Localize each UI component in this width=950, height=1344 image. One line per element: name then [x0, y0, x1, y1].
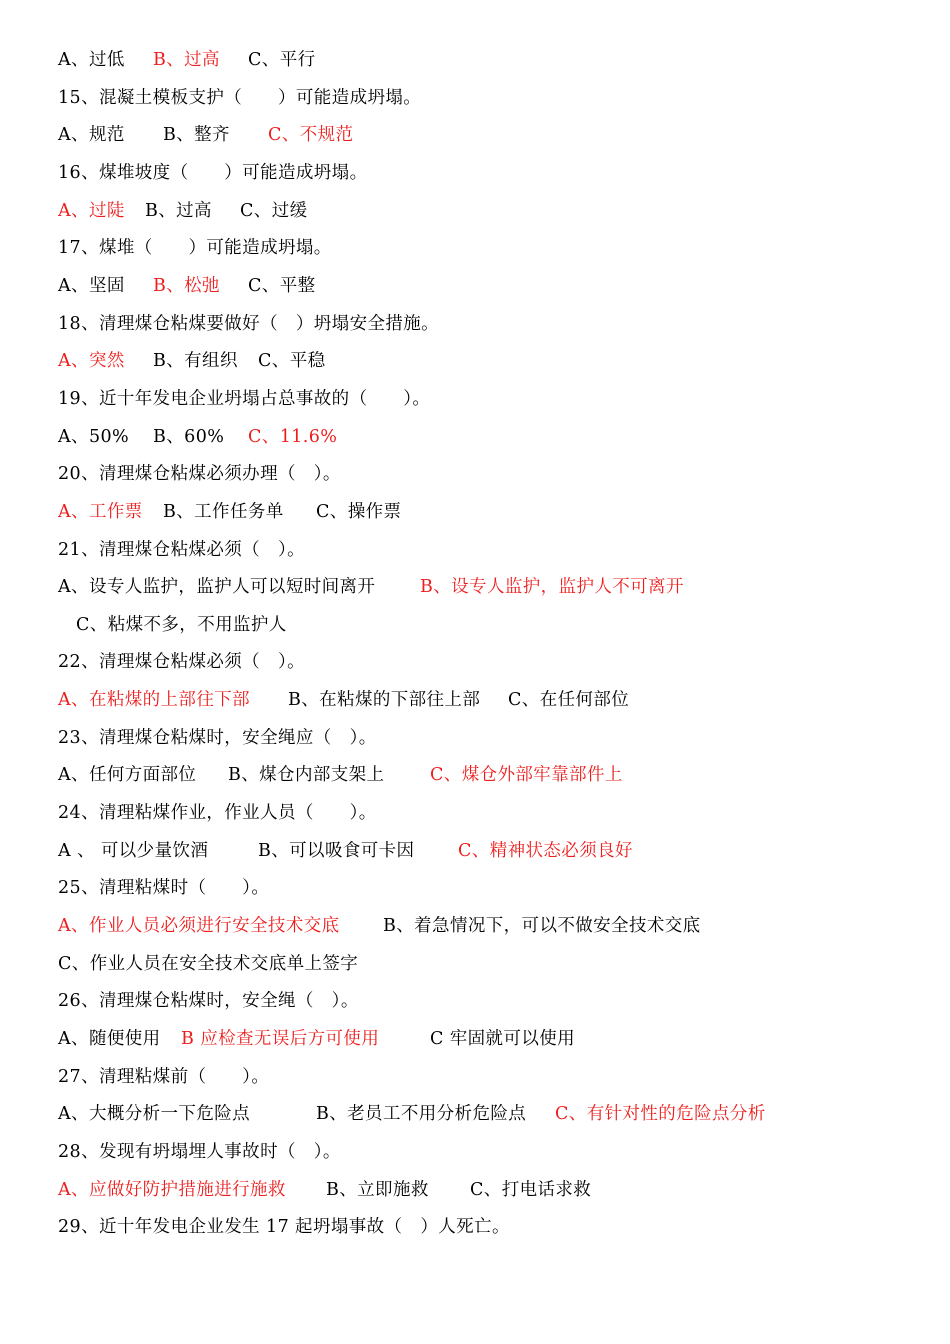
option: B、可以吸食可卡因	[258, 840, 415, 861]
answer-option: A、突然	[58, 351, 125, 372]
option: B、工作任务单	[163, 501, 284, 522]
option: A、随便使用	[58, 1028, 161, 1049]
option: C、平行	[248, 50, 316, 70]
option: C、打电话求救	[470, 1179, 592, 1200]
question-text: 24、清理粘煤作业，作业人员（ ）。	[58, 803, 377, 823]
option: A、设专人监护，监护人可以短时间离开	[58, 577, 376, 598]
answer-option: C、不规范	[268, 125, 354, 146]
option: A、大概分析一下危险点	[58, 1104, 251, 1125]
question-text: 22、清理煤仓粘煤必须（ ）。	[58, 652, 306, 673]
question-text: 27、清理粘煤前（ ）。	[58, 1066, 270, 1087]
option: C、过缓	[240, 200, 308, 221]
question-text: 19、近十年发电企业坍塌占总事故的（ ）。	[58, 388, 431, 409]
option: B、立即施救	[326, 1179, 429, 1200]
answer-option: A、应做好防护措施进行施救	[58, 1179, 286, 1200]
question-text: 23、清理煤仓粘煤时，安全绳应（ ）。	[58, 727, 377, 748]
answer-option: A、作业人员必须进行安全技术交底	[58, 915, 340, 936]
option: C、作业人员在安全技术交底单上签字	[58, 953, 359, 974]
option: A、规范	[58, 125, 125, 146]
answer-option: C、煤仓外部牢靠部件上	[430, 765, 623, 786]
option: C、平整	[248, 275, 316, 296]
answer-option: C、精神状态必须良好	[458, 840, 633, 861]
question-text: 17、煤堆（ ）可能造成坍塌。	[58, 238, 332, 259]
option: C、操作票	[316, 501, 402, 522]
answer-option: A、在粘煤的上部往下部	[58, 690, 251, 710]
question-text: 29、近十年发电企业发生 17 起坍塌事故（ ）人死亡。	[58, 1217, 510, 1238]
question-text: 20、清理煤仓粘煤必须办理（ ）。	[58, 464, 341, 485]
question-text: 25、清理粘煤时（ ）。	[58, 878, 270, 899]
option: C 牢固就可以使用	[430, 1028, 576, 1049]
option: C、在任何部位	[508, 690, 630, 710]
option: B、60%	[153, 426, 225, 447]
answer-option: A、工作票	[58, 501, 143, 522]
answer-option: C、11.6%	[248, 426, 338, 447]
option: B、整齐	[163, 125, 230, 146]
option: B、着急情况下，可以不做安全技术交底	[383, 915, 701, 936]
answer-option: A、过陡	[58, 200, 125, 221]
option: A、50%	[58, 426, 130, 447]
option: C、平稳	[258, 351, 326, 372]
answer-option: C、有针对性的危险点分析	[555, 1104, 766, 1125]
answer-option: B、过高	[153, 50, 220, 70]
question-text: 15、混凝土模板支护（ ）可能造成坍塌。	[58, 87, 422, 108]
option: A、任何方面部位	[58, 765, 197, 786]
answer-option: B、设专人监护，监护人不可离开	[420, 577, 684, 598]
option: B、在粘煤的下部往上部	[288, 690, 481, 710]
option: A 、 可以少量饮酒	[58, 840, 209, 861]
answer-option: B 应检查无误后方可使用	[181, 1028, 380, 1049]
question-text: 26、清理煤仓粘煤时，安全绳（ ）。	[58, 991, 359, 1012]
question-text: 18、清理煤仓粘煤要做好（ ）坍塌安全措施。	[58, 313, 440, 334]
option: B、过高	[145, 200, 212, 221]
answer-option: B、松弛	[153, 275, 220, 296]
option: A、过低	[58, 50, 125, 70]
option: B、老员工不用分析危险点	[316, 1104, 527, 1125]
question-text: 16、煤堆坡度（ ）可能造成坍塌。	[58, 162, 368, 183]
question-text: 21、清理煤仓粘煤必须（ ）。	[58, 539, 306, 560]
option: B、有组织	[153, 351, 238, 372]
question-text: 28、发现有坍塌埋人事故时（ ）。	[58, 1141, 341, 1162]
option: A、坚固	[58, 275, 125, 296]
option: C、粘煤不多，不用监护人	[76, 614, 287, 635]
option: B、煤仓内部支架上	[228, 765, 385, 786]
